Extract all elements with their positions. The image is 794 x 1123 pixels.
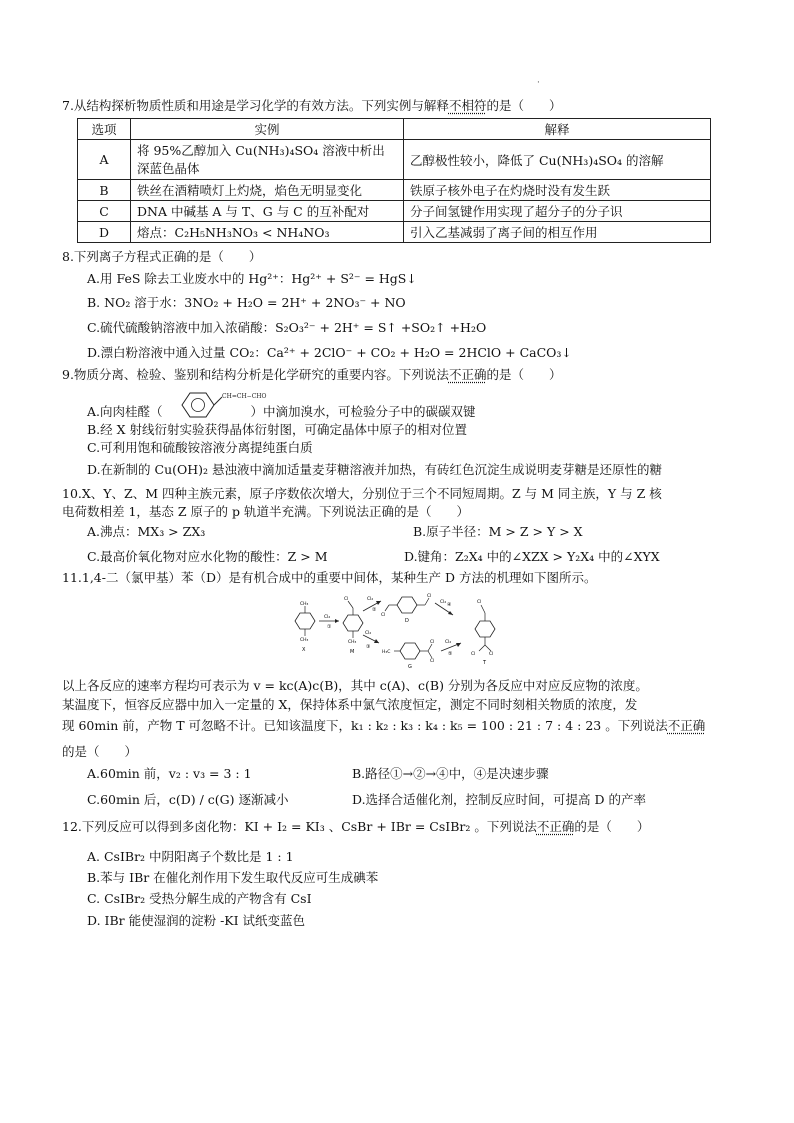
table-row: A 将 95%乙醇加入 Cu(NH₃)₄SO₄ 溶液中析出深蓝色晶体 乙醇极性较小，降低了 Cu(NH₃)₄SO₄ 的溶解 (78, 140, 711, 180)
svg-text:Cl: Cl (381, 613, 386, 618)
svg-text:Cl₂: Cl₂ (365, 631, 372, 636)
svg-text:Cl₂: Cl₂ (445, 640, 452, 645)
q10-option-a: A.沸点：MX₃ > ZX₃ (87, 524, 206, 539)
svg-text:CH₃: CH₃ (348, 640, 357, 645)
q12-option-d: D. IBr 能使湿润的淀粉 -KI 试纸变蓝色 (87, 913, 306, 928)
svg-text:G: G (408, 664, 412, 670)
svg-text:X: X (302, 647, 306, 653)
molecule-g (382, 639, 434, 670)
svg-text:④: ④ (447, 602, 452, 608)
q12-stem: 12.下列反应可以得到多卤化物：KI + I₂ = KI₃ 、CsBr + IBr = CsIBr₂ 。下列说法不正确的是（ ） (62, 819, 650, 834)
svg-text:②: ② (372, 607, 377, 613)
q9-option-d: D.在新制的 Cu(OH)₂ 悬浊液中滴加适量麦芽糖溶液并加热，有砖红色沉淀生成说明麦芽糖是还原性的糖 (87, 462, 663, 477)
q11-para-4: 的是（ ） (62, 744, 138, 759)
svg-text:Cl: Cl (477, 600, 482, 605)
svg-text:CH₃: CH₃ (300, 638, 309, 643)
molecule-t (471, 599, 495, 666)
header-option: 选项 (78, 119, 131, 140)
q11-para-1: 以上各反应的速率方程均可表示为 v = kc(A)c(B)，其中 c(A)、c(B) 分别为各反应中对应反应物的浓度。 (62, 678, 648, 693)
q7-table (77, 118, 711, 243)
q11-option-b: B.路径①→②→④中，④是决速步骤 (352, 766, 549, 781)
q8-option-a: A.用 FeS 除去工业废水中的 Hg²⁺：Hg²⁺ + S²⁻ = HgS↓ (87, 271, 417, 286)
q11-para-3: 现 60min 前，产物 T 可忽略不计。已知该温度下，k₁ : k₂ : k₃ : k₄ : k₅ = 100 : 21 : 7 : 4 : 23 。下列说法不正确 (62, 718, 706, 733)
q11-stem: 11.1,4-二（氯甲基）苯（D）是有机合成中的重要中间体，某种生产 D 方法的机理如下图所示。 (62, 570, 597, 585)
q10-option-d: D.键角：Z₂X₄ 中的∠XZX > Y₂X₄ 中的∠XYX (404, 549, 660, 564)
svg-text:Cl: Cl (427, 594, 432, 599)
svg-text:Cl₂: Cl₂ (440, 600, 447, 605)
q8-option-b: B. NO₂ 溶于水：3NO₂ + H₂O = 2H⁺ + 2NO₃⁻ + NO (87, 295, 406, 310)
table-row: B 铁丝在酒精喷灯上灼烧，焰色无明显变化 铁原子核外电子在灼烧时没有发生跃 (78, 180, 711, 201)
reaction-scheme (285, 591, 520, 673)
svg-text:CH=CH−CHO: CH=CH−CHO (222, 393, 267, 400)
svg-text:H₃C: H₃C (382, 650, 391, 655)
q10-stem-1: 10.X、Y、Z、M 四种主族元素，原子序数依次增大，分别位于三个不同短周期。Z 与 M 同主族，Y 与 Z 核 (62, 486, 662, 501)
q10-option-c: C.最高价氧化物对应水化物的酸性：Z > M (87, 549, 328, 564)
table-header (78, 119, 711, 140)
molecule-d (381, 593, 431, 624)
q10-option-b: B.原子半径：M > Z > Y > X (413, 524, 583, 539)
q8-stem: 8.下列离子方程式正确的是（ ） (62, 249, 262, 264)
molecule-m (343, 596, 363, 655)
q8-option-c: C.硫代硫酸钠溶液中加入浓硝酸：S₂O₃²⁻ + 2H⁺ = S↑ +SO₂↑ +H₂O (87, 320, 487, 335)
svg-text:CH₃: CH₃ (300, 602, 309, 607)
q9-stem: 9.物质分离、检验、鉴别和结构分析是化学研究的重要内容。下列说法不正确的是（ ） (62, 367, 562, 382)
svg-text:Cl: Cl (471, 652, 476, 657)
svg-text:T: T (483, 660, 487, 666)
svg-text:Cl: Cl (489, 652, 494, 657)
svg-text:Cl: Cl (430, 640, 435, 645)
q11-option-c: C.60min 后，c(D) / c(G) 逐渐减小 (87, 792, 289, 807)
table-row: D 熔点：C₂H₅NH₃NO₃ < NH₄NO₃ 引入乙基减弱了离子间的相互作用 (78, 222, 711, 243)
svg-text:D: D (405, 618, 409, 624)
svg-text:M: M (350, 649, 355, 655)
svg-text:⑤: ⑤ (448, 651, 453, 657)
q12-option-c: C. CsIBr₂ 受热分解生成的产物含有 CsI (87, 891, 312, 906)
svg-text:①: ① (327, 624, 332, 630)
q8-option-d: D.漂白粉溶液中通入过量 CO₂：Ca²⁺ + 2ClO⁻ + CO₂ + H₂O = 2HClO + CaCO₃↓ (87, 345, 572, 360)
svg-text:Cl: Cl (430, 659, 435, 664)
q11-option-d: D.选择合适催化剂，控制反应时间，可提高 D 的产率 (352, 792, 647, 807)
svg-text:Cl₂: Cl₂ (324, 615, 331, 620)
header-example: 实例 (131, 119, 404, 140)
q11-para-2: 某温度下，恒容反应器中加入一定量的 X，保持体系中氯气浓度恒定，测定不同时刻相关物质的浓度，发 (62, 697, 638, 712)
q9-option-b: B.经 X 射线衍射实验获得晶体衍射图，可确定晶体中原子的相对位置 (87, 422, 468, 437)
q12-option-b: B.苯与 IBr 在催化剂作用下发生取代反应可生成碘苯 (87, 870, 379, 885)
q9-option-c: C.可利用饱和硫酸铵溶液分离提纯蛋白质 (87, 440, 313, 455)
svg-text:Cl₂: Cl₂ (367, 597, 374, 602)
header-reason: 解释 (404, 119, 711, 140)
corner-mark: · (537, 78, 540, 88)
table-row: C DNA 中碱基 A 与 T、G 与 C 的互补配对 分子间氢键作用实现了超分子的分子识 (78, 201, 711, 222)
molecule-x (295, 601, 315, 653)
q11-option-a: A.60min 前，v₂ : v₃ = 3 : 1 (87, 766, 252, 781)
svg-text:Cl: Cl (344, 597, 349, 602)
q12-option-a: A. CsIBr₂ 中阴阳离子个数比是 1 : 1 (87, 849, 294, 864)
q9-option-a: A.向肉桂醛（ ）中滴加溴水，可检验分子中的碳碳双键 (87, 404, 476, 419)
q7-stem: 7.从结构探析物质性质和用途是学习化学的有效方法。下列实例与解释不相符的是（ ） (62, 98, 562, 113)
svg-text:③: ③ (366, 644, 371, 650)
q10-stem-2: 电荷数相差 1，基态 Z 原子的 p 轨道半充满。下列说法正确的是（ ） (62, 504, 470, 519)
